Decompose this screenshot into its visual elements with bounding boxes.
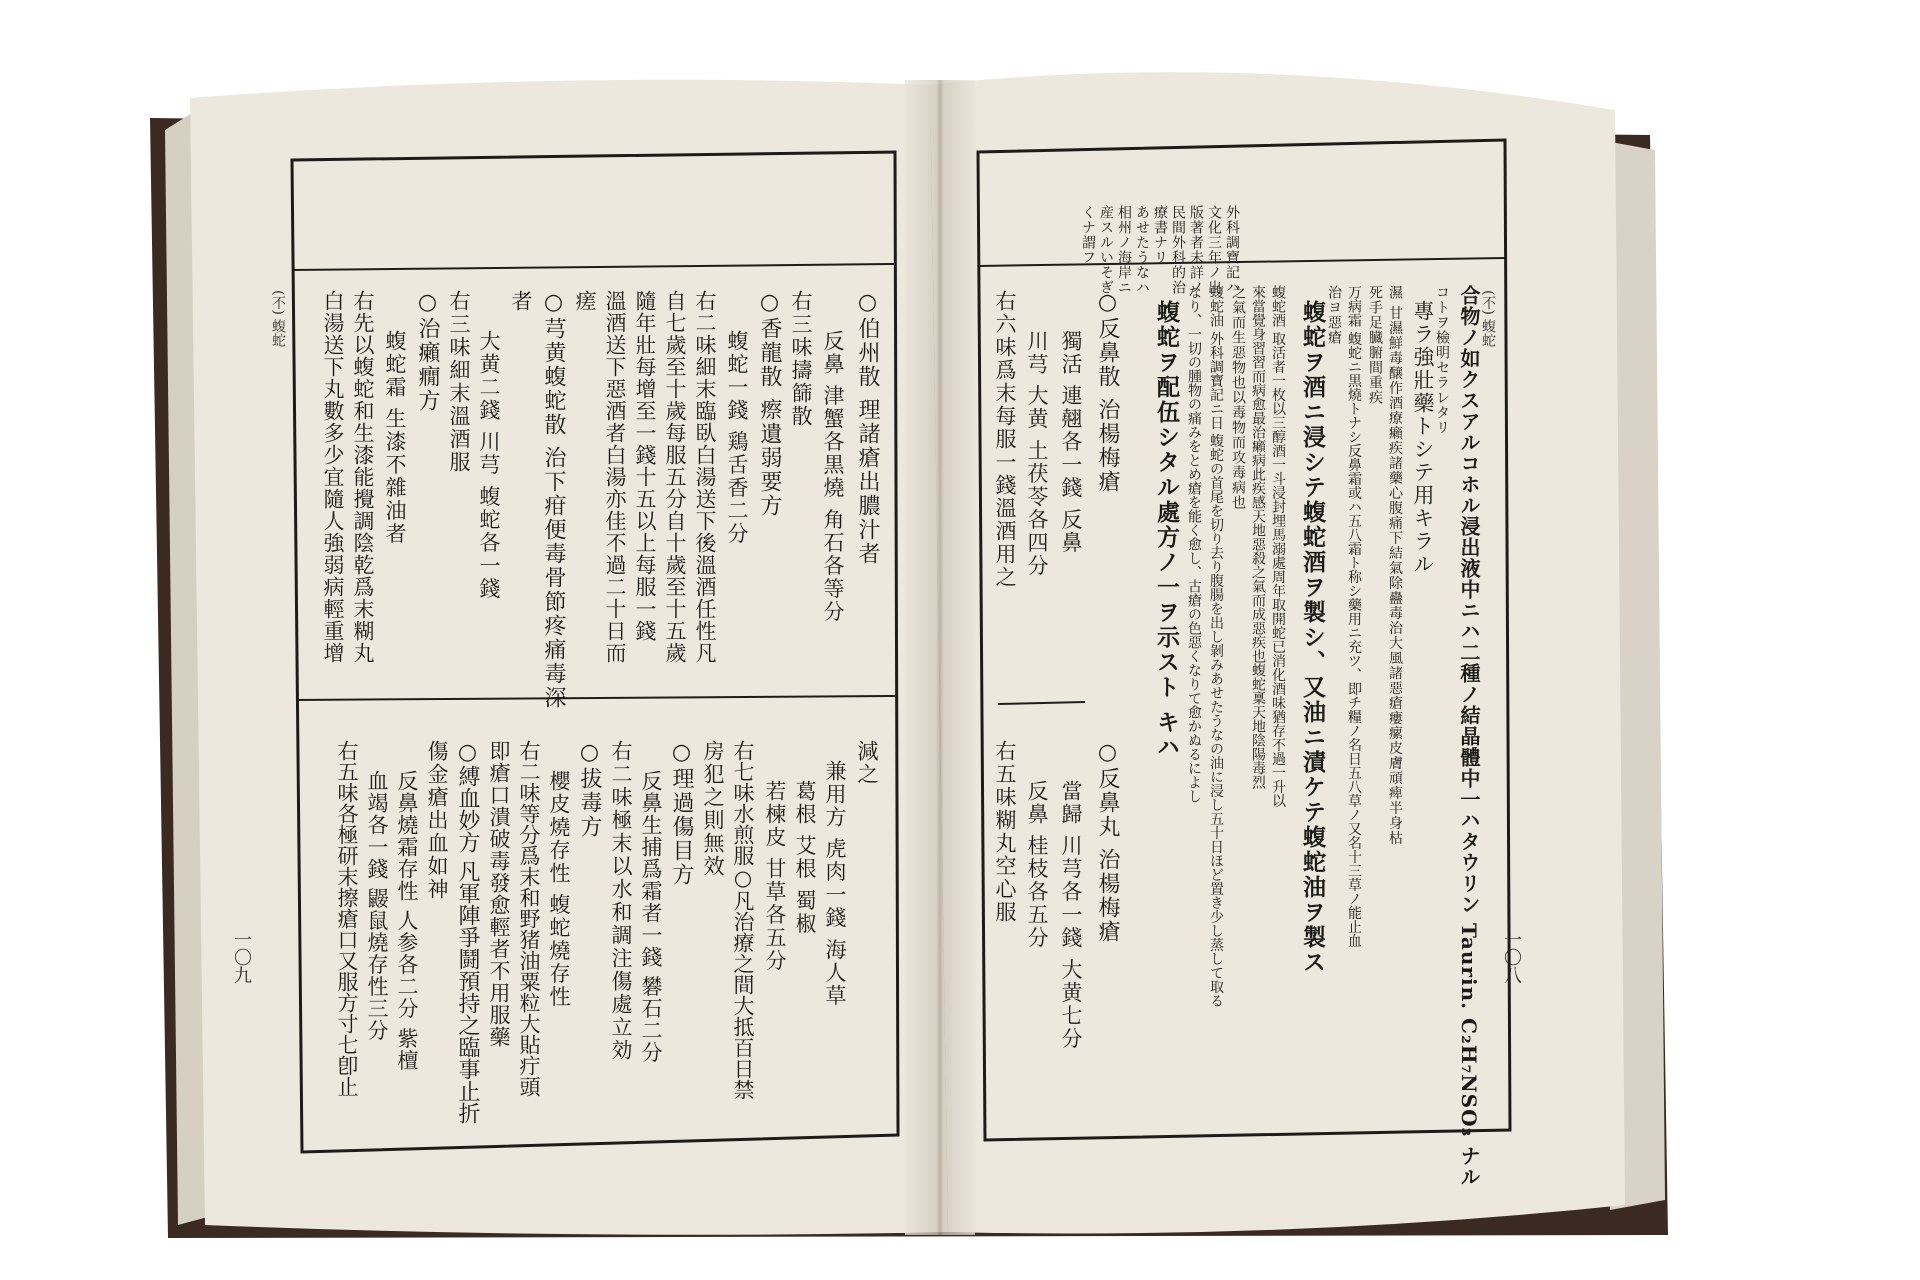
recipe-instructions: 右三味擣篩散 <box>789 290 813 428</box>
header-note-line: 民間外科的治 <box>1170 205 1186 295</box>
body-line: 蝮蛇油 外科調寶記ニ日 蝮蛇の首尾を切り去り腹腸を出し剝みあせたうなの油に浸し五十日ほど置き少し蒸して取る <box>1208 285 1224 1008</box>
body-line: 治ヨ惡瘡 <box>1326 285 1342 345</box>
recipe-instructions: 傷金瘡出血如神 <box>425 740 449 901</box>
body-line: 濕 甘濕鮮毒醸作酒療癩疾諸藥心腹痛下結氣除蠱毒治大風諸惡瘡瘻瘰皮膚頑痺半身枯 <box>1387 285 1403 846</box>
body-line: 万病霜 蝮蛇ニ黒燒トナシ反鼻霜或ハ五八霜ト称シ藥用ニ充ツ、即チ糧ノ名日五八草ノ又名十三草ノ能止血 <box>1346 285 1362 948</box>
body-line: 死手足臓腑間重疾 <box>1367 285 1383 405</box>
right-page-number: 一〇八 <box>1501 930 1522 984</box>
body-line: 專ラ強壯藥トシテ用キラル <box>1411 300 1435 576</box>
header-note-line: くナ謂フ <box>1080 205 1096 265</box>
header-note-line: 文化三年ノ出 <box>1206 205 1222 295</box>
recipe-instructions: 溫酒送下惡酒者白湯亦佳不過二十日而 <box>603 290 627 664</box>
body-line: 蝮蛇ヲ酒ニ浸シテ蝮蛇酒ヲ製シ、又油ニ漬ケテ蝮蛇油ヲ製ス <box>1299 300 1326 975</box>
body-line: 來當覺身習習而病愈最治癩病此疾感天地惡殺之氣而成惡疾也蝮蛇稟天地陰陽毒烈 <box>1250 285 1266 789</box>
recipe-instructions: 瘥 <box>573 290 597 313</box>
recipe-ingredients: 大黄二錢 川芎 蝮蛇各一錢 <box>477 330 501 601</box>
left-page-paper <box>190 80 948 1235</box>
recipe-title: ○拔毒方 <box>577 740 602 839</box>
recipe-title: ○香龍散 瘵遺弱要方 <box>757 290 782 518</box>
header-note-line: 相州ノ海岸ニ <box>1116 205 1132 295</box>
recipe-ingredients: 血竭各一錢 鼹鼠燒存性三分 <box>365 770 389 1042</box>
recipe-instructions: 右三味細末溫酒服 <box>447 290 471 474</box>
recipe-ingredients: 若楝皮 甘草各五分 <box>763 780 787 973</box>
recipe-instructions: 右五味各極研末擦瘡口又服方寸七卽止 <box>335 740 359 1097</box>
recipe-ingredients: 反鼻燒霜存性 人参各二分 紫檀 <box>395 770 419 1072</box>
right-page-section-label: (不) 蝮蛇 <box>1480 290 1496 348</box>
recipe-ingredients: 蝮蛇霜 生漆不雜油者 <box>383 330 407 546</box>
recipe-instructions: 隨年壯每增至一錢十五以上每服一錢 <box>633 290 657 642</box>
recipe-ingredients: 兼用方 虎肉一錢 海人草 <box>823 760 847 1008</box>
recipe-ingredients: 反鼻 桂枝各五分 <box>1025 780 1049 950</box>
recipe-ingredients: 櫻皮燒存性 蝮蛇燒存性 <box>547 770 571 1009</box>
recipe-ingredients: 獨活 連翹各一錢 反鼻 <box>1059 330 1083 555</box>
recipe-title: ○伯州散 理諸瘡出膿汁者 <box>855 290 880 566</box>
recipe-instructions: 者 <box>509 290 533 313</box>
header-note-line: 版著者未詳ノ <box>1188 205 1204 295</box>
recipe-instructions: 右二味細末臨臥白湯送下後溫酒任性凡 <box>693 290 717 664</box>
recipe-title: ○反鼻丸 治楊梅瘡 <box>1095 740 1120 944</box>
recipe-title: ○治癩癇方 <box>415 290 440 413</box>
recipe-instructions: 白湯送下丸數多少宜隨人強弱病輕重增 <box>321 290 345 664</box>
recipe-instructions: 自七歲至十歲每服五分自十歲至十五歲 <box>663 290 687 664</box>
recipe-ingredients: 蝮蛇一錢 鶏舌香二分 <box>725 330 749 546</box>
recipe-ingredients: 川芎 大黄 土茯苓各四分 <box>1025 330 1049 578</box>
recipe-instructions: 右六味爲末每服一錢溫酒用之 <box>993 290 1017 589</box>
recipe-instructions: 右五味糊丸空心服 <box>993 740 1017 924</box>
recipe-instructions: 即瘡口潰破毒發愈輕者不用服藥 <box>487 740 511 1048</box>
body-line: 合物ノ如クスアルコホル浸出液中ニハ二種ノ結晶體中一ハタウリン Taurin. C₂H₇NSO₃ ナル <box>1457 285 1481 1188</box>
gutter-shadow <box>905 80 975 1235</box>
body-line: 之氣而生惡物也以毒物而攻毒病也 <box>1230 285 1246 510</box>
body-line: 蝮蛇酒 取活者一枚以三醇酒一斗浸封埋馬溺處周年取開蛇已消化酒味猶存不過一升以 <box>1270 285 1286 808</box>
recipe-instructions: 右二味等分爲末和野猪油粟粒大貼疔頭 <box>517 740 541 1097</box>
recipe-instructions: 右七味水煎服○凡治療之間大抵百日禁 <box>731 740 755 1100</box>
recipe-title: ○芎黄蝮蛇散 治下疳便毒骨節疼痛毒深 <box>541 290 566 710</box>
recipe-ingredients: 反鼻 津蟹各黒燒 角石各等分 <box>821 330 845 624</box>
left-page-section-label: (不) 蝮蛇 <box>270 290 286 348</box>
recipe-title: ○理過傷目方 <box>669 740 694 887</box>
recipe-ingredients: 當歸 川芎各一錢 大黄七分 <box>1059 780 1083 1051</box>
recipe-instructions: 右二味極末以水和調注傷處立効 <box>609 740 633 1062</box>
recipe-instructions: 減之 <box>855 740 879 786</box>
recipe-ingredients: 反鼻生捕爲霜者一錢 礬石二分 <box>639 770 663 1064</box>
recipe-instructions: 房犯之則無效 <box>701 740 725 878</box>
body-line: 蝮蛇ヲ配伍シタル處方ノ一ヲ示スト キハ <box>1153 300 1180 761</box>
header-note-line: 療書ナリ <box>1152 205 1168 265</box>
body-line: コトヲ檢明セラレタリ <box>1434 285 1450 435</box>
left-page-number: 一〇九 <box>231 930 252 984</box>
recipe-ingredients: 葛根 艾根 蜀椒 <box>793 780 817 936</box>
header-note-line: 外科調寶記ハ <box>1224 205 1240 295</box>
header-note-line: あせたうなハ <box>1134 205 1150 295</box>
recipe-title: ○縛血妙方 凡軍陣爭鬪預持之臨事止折 <box>455 740 480 1124</box>
recipe-instructions: 右先以蝮蛇和生漆能攪調陰乾爲末糊丸 <box>351 290 375 664</box>
recipe-title: ○反鼻散 治楊梅瘡 <box>1095 290 1120 494</box>
header-note-line: 産スルいそぎ <box>1098 205 1114 295</box>
body-line: なり、一切の腫物の痛みをとめ瘡を能く愈し、古瘡の色惡くなりて愈かぬるによし <box>1186 285 1202 803</box>
